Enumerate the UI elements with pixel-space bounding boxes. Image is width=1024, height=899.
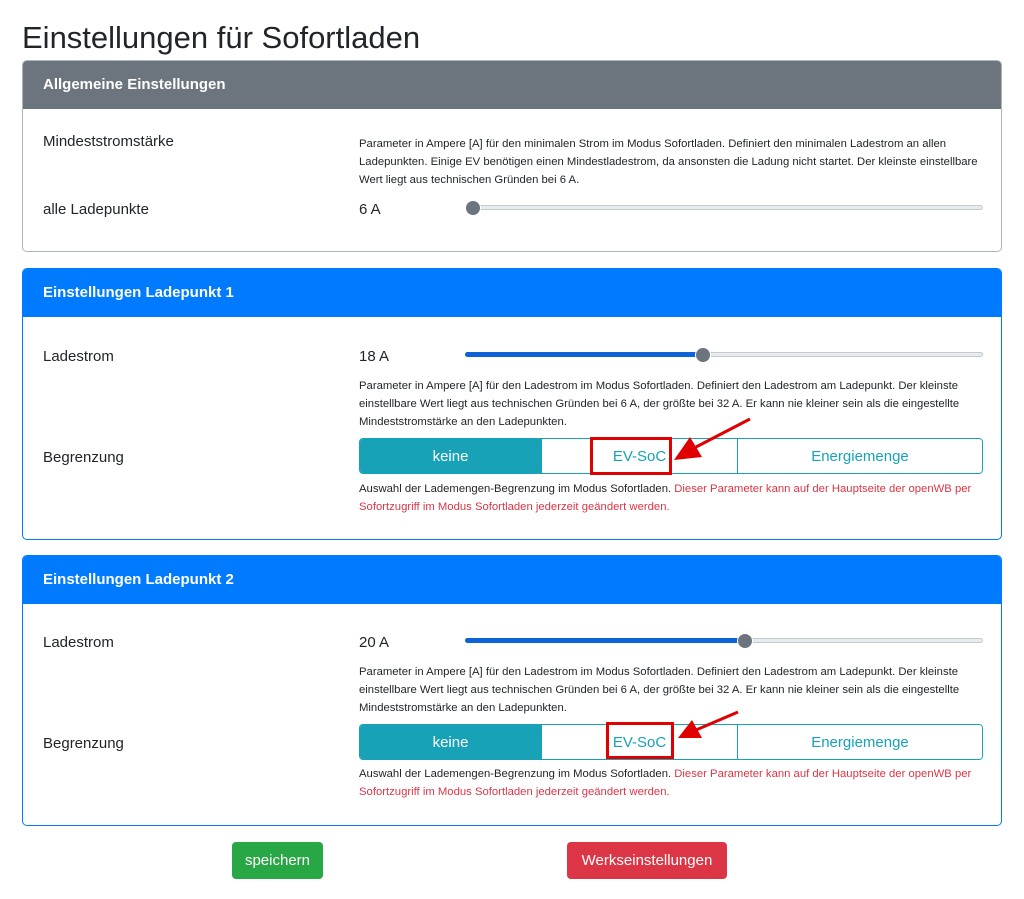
min-current-help: Parameter in Ampere [A] für den minimalen Strom im Modus Sofortladen. Definiert den minimalen Ladestrom an allen Ladepunkten. Einige EV benötigen einen Mindestladestrom, da ansonsten die Ladung nicht startet. Der kleinste einstellbare Wert liegt aus technischen Gründen bei 6 A. [359, 138, 978, 186]
chargepoint-2-card [22, 555, 1002, 826]
limit-button-group [359, 724, 983, 760]
charge-current-value: 18 A [359, 348, 390, 365]
charge-current-value: 20 A [359, 634, 390, 651]
general-settings-card [22, 60, 1002, 252]
min-current-value: 6 A [359, 201, 381, 218]
slider-fill [465, 638, 745, 643]
limit-option-none[interactable]: keine [360, 439, 542, 473]
card-header: Allgemeine Einstellungen [23, 61, 1001, 109]
limit-label: Begrenzung [43, 735, 124, 752]
limit-help-warning: Dieser Parameter kann auf der Hauptseite der openWB per Sofortzugriff im Modus Sofortladen jederzeit geändert werden. [359, 483, 972, 513]
limit-option-energy[interactable]: Energiemenge [738, 439, 982, 473]
slider-fill [465, 352, 703, 357]
limit-button-group [359, 438, 983, 474]
limit-help [359, 765, 984, 801]
all-chargepoints-label: alle Ladepunkte [43, 201, 149, 218]
limit-help-text: Auswahl der Lademengen-Begrenzung im Modus Sofortladen. [359, 768, 672, 780]
min-current-label: Mindeststromstärke [43, 133, 174, 150]
save-button[interactable]: speichern [232, 842, 323, 879]
charge-current-help: Parameter in Ampere [A] für den Ladestrom im Modus Sofortladen. Definiert den Ladestrom am Ladepunkt. Der kleinste einstellbare Wert liegt aus technischen Gründen bei 6 A, der größte bei 32 A. Er kann nie kleiner sein als die eingestellte Mindeststromstärke an den Ladepunkten. [359, 666, 960, 714]
charge-current-slider[interactable] [465, 346, 983, 364]
factory-reset-button[interactable]: Werkseinstellungen [567, 842, 727, 879]
chargepoint-1-card [22, 268, 1002, 540]
charge-current-label: Ladestrom [43, 634, 114, 651]
card-header: Einstellungen Ladepunkt 1 [23, 269, 1001, 317]
limit-help-text: Auswahl der Lademengen-Begrenzung im Modus Sofortladen. [359, 483, 672, 495]
slider-thumb[interactable] [465, 200, 481, 216]
limit-option-ev-soc[interactable]: EV-SoC [542, 725, 738, 759]
limit-help-warning: Dieser Parameter kann auf der Hauptseite der openWB per Sofortzugriff im Modus Sofortladen jederzeit geändert werden. [359, 768, 972, 798]
limit-help [359, 480, 984, 516]
charge-current-slider[interactable] [465, 632, 983, 650]
charge-current-help: Parameter in Ampere [A] für den Ladestrom im Modus Sofortladen. Definiert den Ladestrom am Ladepunkt. Der kleinste einstellbare Wert liegt aus technischen Gründen bei 6 A, der größte bei 32 A. Er kann nie kleiner sein als die eingestellte Mindeststromstärke an den Ladepunkten. [359, 380, 960, 428]
min-current-slider[interactable] [465, 199, 983, 217]
limit-option-energy[interactable]: Energiemenge [738, 725, 982, 759]
slider-track [465, 205, 983, 210]
limit-option-none[interactable]: keine [360, 725, 542, 759]
charge-current-label: Ladestrom [43, 348, 114, 365]
slider-thumb[interactable] [695, 347, 711, 363]
slider-thumb[interactable] [737, 633, 753, 649]
page-title: Einstellungen für Sofortladen [22, 20, 421, 55]
limit-option-ev-soc[interactable]: EV-SoC [542, 439, 738, 473]
limit-label: Begrenzung [43, 449, 124, 466]
card-header: Einstellungen Ladepunkt 2 [23, 556, 1001, 604]
